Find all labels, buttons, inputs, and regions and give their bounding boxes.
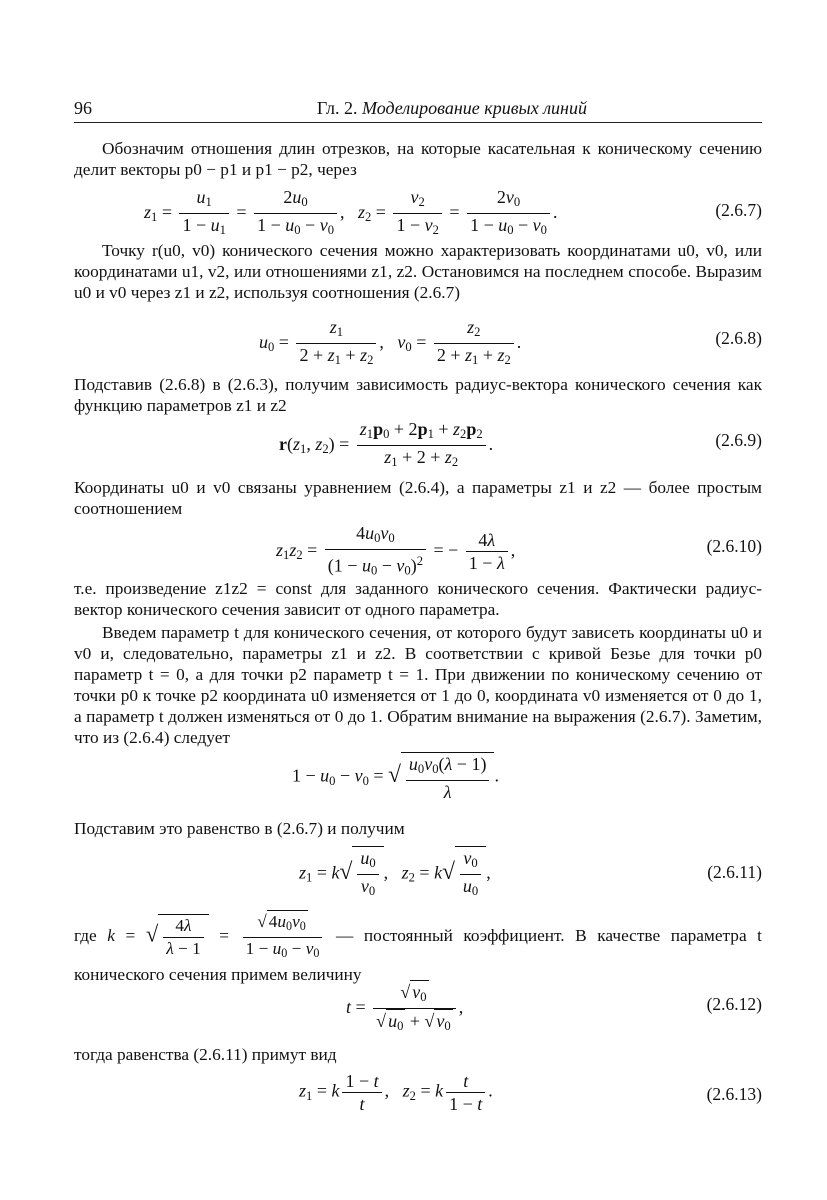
running-header xyxy=(74,96,762,123)
paragraph-1: Обозначим отношения длин отрезков, на которые касательная к коническому сечению делит векторы p0 − p1 и p1 − p2, через xyxy=(74,139,762,179)
equation-number: (2.6.13) xyxy=(706,1084,762,1104)
text-where: где xyxy=(74,925,97,945)
paragraph-8: где k = √ $\frac{4\lambda}{\lambda - 1}$ = $\frac{√ 4u_0v_0}{1 - u_0 - v_0}$ — постоянный коэффициент. В качестве параметра t конического сечения примем величину xyxy=(74,912,762,985)
paragraph-7: Подставим это равенство в (2.6.7) и получим xyxy=(74,819,405,838)
page-number: 96 xyxy=(74,98,92,118)
paragraph-9: тогда равенства (2.6.11) примут вид xyxy=(74,1045,337,1064)
equation-number: (2.6.7) xyxy=(715,200,762,220)
equation-number: (2.6.8) xyxy=(715,328,762,348)
book-page: 96 Гл. 2. Моделирование кривых линий Обозначим отношения длин отрезков, на которые касательная к коническому сечению делит векторы p0 − p1 и p1 − p2, через $z_1$ = $\frac{u_1}{1 - u_1}$ = $\frac{2u_0}{1 - u_0 - v_0}$ , $z_2$ = $\frac{v_2}{1 - v_2}$ = $\frac{2v_0}{1 - u_0 - v_0}$ . (2.6.7) Точку r(u0, v0) конического сечения можно характеризовать координатами u0, v0, или координатами u1, v2, или отношениями z1, z2. Остановимся на последнем способе. Выразим u0 и v0 через z1 и z2, используя соотношения (2.6.7) $u_0$ = $\frac{z_1}{2 + z_1 + z_2}$ , $v_0$ = $\frac{z_2}{2 + z_1 + z_2}$ . (2.6.8) Подставив (2.6.8) в (2.6.3), получим зависимость радиус-вектора конического сечения как функцию параметров z1 и z2 $r(z_1$, $z_2$) = $\frac{z_1p_0 + 2p_1 + z_2p_2}{z_1 + 2 + z_2}$ . (2.6.9) Координаты u0 и v0 связаны уравнением (2.6.4), а параметры z1 и z2 — более простым соотношением $z_1z_2$ = $\frac{4u_0v_0}{(1 - u_0 - v_0)^2}$ = − $\frac{4\lambda}{1 - \lambda}$ , (2.6.10) т.е. произведение z1z2 = const для заданного конического сечения. Фактически радиус-вектор конического сечения зависит от одного параметра. Введем параметр t для конического сечения, от которого будут зависеть координаты u0 и v0 и, следовательно, параметры z1 и z2. В соответствии с кривой Безье для точки p0 параметр t = 0, а для точки p2 параметр t = 1. При движении по коническому сечению от точки p0 к точке p2 координата u0 изменяется от 1 до 0, координата v0 изменяется от 0 до 1, а параметр t должен изменяться от 0 до 1. Обратим внимание на выражения (2.6.7). Заметим, что из (2.6.4) следует $1 - u_0 - v_0$ = √ $\frac{u_0v_0(\lambda - 1)}{\lambda}$ . Подставим это равенство в (2.6.7) и получим $z_1 = k√$ $\frac{u_0}{v_0}$ , $z_2 = k√$ $\frac{v_0}{u_0}$ , (2.6.11) где k = √ $\frac{4\lambda}{\lambda - 1}$ = $\frac{√ 4u_0v_0}{1 - u_0 - v_0}$ — постоянный коэффициент. В качестве параметра t конического сечения примем величину t = $\frac{√ v_0}{√ u_0 + √ v_0}$ , (2.6.12) тогда равенства (2.6.11) примут вид $z_1 = k$ $\frac{1 - t}{t}$ , $z_2 = k$ $\frac{t}{1 - t}$ . (2.6.13) xyxy=(74,98,762,1114)
text-coefficient: — постоянный коэффициент. В качестве параметра t конического сечения примем величину xyxy=(74,925,762,985)
paragraph-4: Координаты u0 и v0 связаны уравнением (2.6.4), а параметры z1 и z2 — более простым соотношением xyxy=(74,478,762,518)
equation-number: (2.6.9) xyxy=(715,430,762,450)
paragraph-2: Точку r(u0, v0) конического сечения можно характеризовать координатами u0, v0, или координатами u1, v2, или отношениями z1, z2. Остановимся на последнем способе. Выразим u0 и v0 через z1 и z2, используя соотношения (2.6.7) xyxy=(74,241,762,302)
running-title xyxy=(317,98,587,119)
equation-number: (2.6.11) xyxy=(707,862,762,882)
equation-number: (2.6.10) xyxy=(706,536,762,556)
equation-number: (2.6.12) xyxy=(706,994,762,1014)
chapter-label: Гл. 2. xyxy=(316,98,358,118)
paragraph-6: Введем параметр t для конического сечения, от которого будут зависеть координаты u0 и v0 и, следовательно, параметры z1 и z2. В соответствии с кривой Безье для точки p0 параметр t = 0, а для точки p2 параметр t = 1. При движении по коническому сечению от точки p0 к точке p2 координата u0 изменяется от 1 до 0, координата v0 изменяется от 0 до 1, а параметр t должен изменяться от 0 до 1. Обратим внимание на выражения (2.6.7). Заметим, что из (2.6.4) следует xyxy=(74,623,762,747)
paragraph-3: Подставив (2.6.8) в (2.6.3), получим зависимость радиус-вектора конического сечения как функцию параметров z1 и z2 xyxy=(74,375,762,415)
chapter-title: Моделирование кривых линий xyxy=(361,98,587,118)
paragraph-5: т.е. произведение z1z2 = const для заданного конического сечения. Фактически радиус-вектор конического сечения зависит от одного параметра. xyxy=(74,579,762,619)
